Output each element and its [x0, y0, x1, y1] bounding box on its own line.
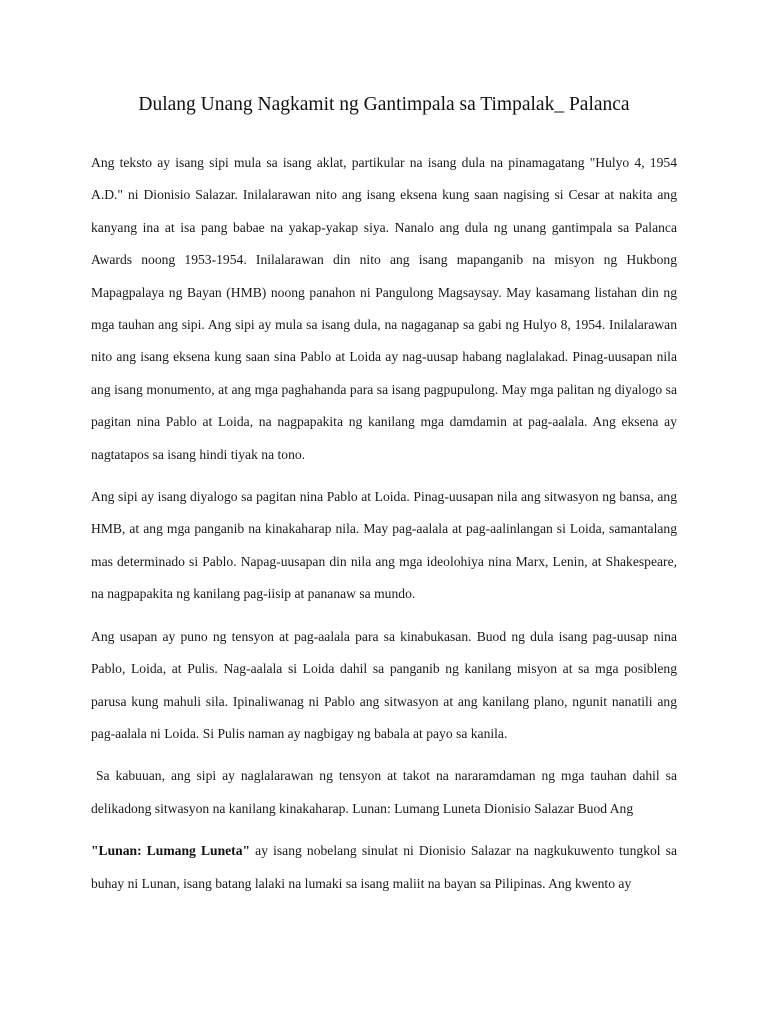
paragraph-5-text: ay isang nobelang sinulat ni Dionisio Salazar na nagkukuwento tungkol sa buhay ni Lunan, isang batang lalaki na lumaki sa isang maliit na bayan sa Pilipinas. Ang kwento ay	[91, 843, 677, 891]
paragraph-3: Ang usapan ay puno ng tensyon at pag-aalala para sa kinabukasan. Buod ng dula isang pag-uusap nina Pablo, Loida, at Pulis. Nag-aalala si Loida dahil sa panganib ng kanilang misyon at sa mga posibleng parusa kung mahuli sila. Ipinaliwanag ni Pablo ang sitwasyon at ang kanilang plano, ngunit nanatili ang pag-aalala ni Loida. Si Pulis naman ay nagbigay ng babala at payo sa kanila.	[91, 628, 677, 741]
paragraph-2: Ang sipi ay isang diyalogo sa pagitan nina Pablo at Loida. Pinag-uusapan nila ang sitwasyon ng bansa, ang HMB, at ang mga panganib na kinakaharap nila. May pag-aalala at pag-aalinlangan si Loida, samantalang mas determinado si Pablo. Napag-uusapan din nila ang mga ideolohiya nina Marx, Lenin, at Shakespeare, na nagpapakita ng kanilang pag-iisip at pananaw sa mundo.	[91, 489, 677, 602]
paragraph-4: Sa kabuuan, ang sipi ay naglalarawan ng tensyon at takot na nararamdaman ng mga tauhan dahil sa delikadong sitwasyon na kanilang kinakaharap. Lunan: Lumang Luneta Dionisio Salazar Buod Ang	[91, 768, 677, 816]
paragraph-5	[91, 835, 677, 900]
bold-title-reference: "Lunan: Lumang Luneta"	[91, 843, 251, 859]
document-body	[91, 147, 677, 910]
paragraph-1: Ang teksto ay isang sipi mula sa isang aklat, partikular na isang dula na pinamagatang "Hulyo 4, 1954 A.D." ni Dionisio Salazar. Inilalarawan nito ang isang eksena kung saan nagising si Cesar at nakita ang kanyang ina at isa pang babae na yakap-yakap siya. Nanalo ang dula ng unang gantimpala sa Palanca Awards noong 1953-1954. Inilalarawan din nito ang isang mapanganib na misyon ng Hukbong Mapagpalaya ng Bayan (HMB) noong panahon ni Pangulong Magsaysay. May kasamang listahan din ng mga tauhan ang sipi. Ang sipi ay mula sa isang dula, na nagaganap sa gabi ng Hulyo 8, 1954. Inilalarawan nito ang isang eksena kung saan sina Pablo at Loida ay nag-uusap habang naglalakad. Pinag-uusapan nila ang isang monumento, at ang mga paghahanda para sa isang pagpupulong. May mga palitan ng diyalogo sa pagitan nina Pablo at Loida, na nagpapakita ng kanilang mga damdamin at pag-aalala. Ang eksena ay nagtatapos sa isang hindi tiyak na tono.	[91, 155, 677, 462]
document-title: Dulang Unang Nagkamit ng Gantimpala sa Timpalak_ Palanca	[138, 94, 630, 115]
